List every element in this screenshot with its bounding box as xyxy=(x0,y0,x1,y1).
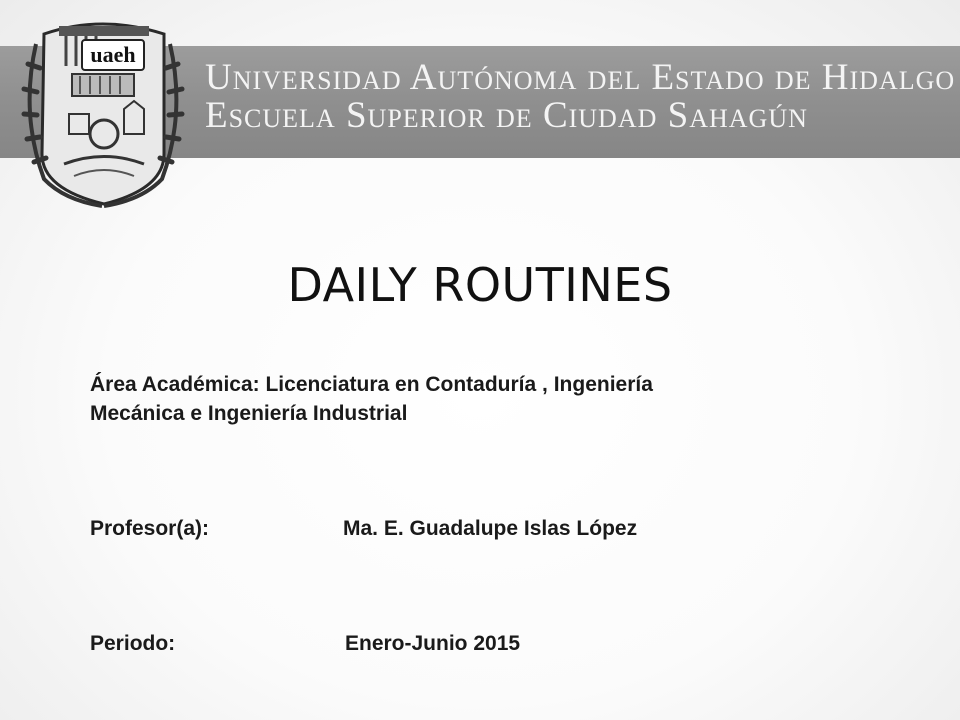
school-name: Escuela Superior de Ciudad Sahagún xyxy=(205,95,808,136)
uaeh-crest-icon xyxy=(14,4,190,210)
slide-title: DAILY ROUTINES xyxy=(287,258,673,312)
university-name: Universidad Autónoma del Estado de Hidalgo xyxy=(205,57,956,98)
profesor-label: Profesor(a): xyxy=(90,517,210,540)
crest-text: uaeh xyxy=(90,42,136,67)
periodo-label: Periodo: xyxy=(90,632,176,655)
academic-area xyxy=(90,370,850,428)
academic-area-line1: Área Académica: Licenciatura en Contaduría , Ingeniería xyxy=(90,373,653,396)
periodo-value: Enero-Junio 2015 xyxy=(345,632,521,655)
academic-area-line2: Mecánica e Ingeniería Industrial xyxy=(90,402,408,425)
profesor-value: Ma. E. Guadalupe Islas López xyxy=(343,517,638,540)
